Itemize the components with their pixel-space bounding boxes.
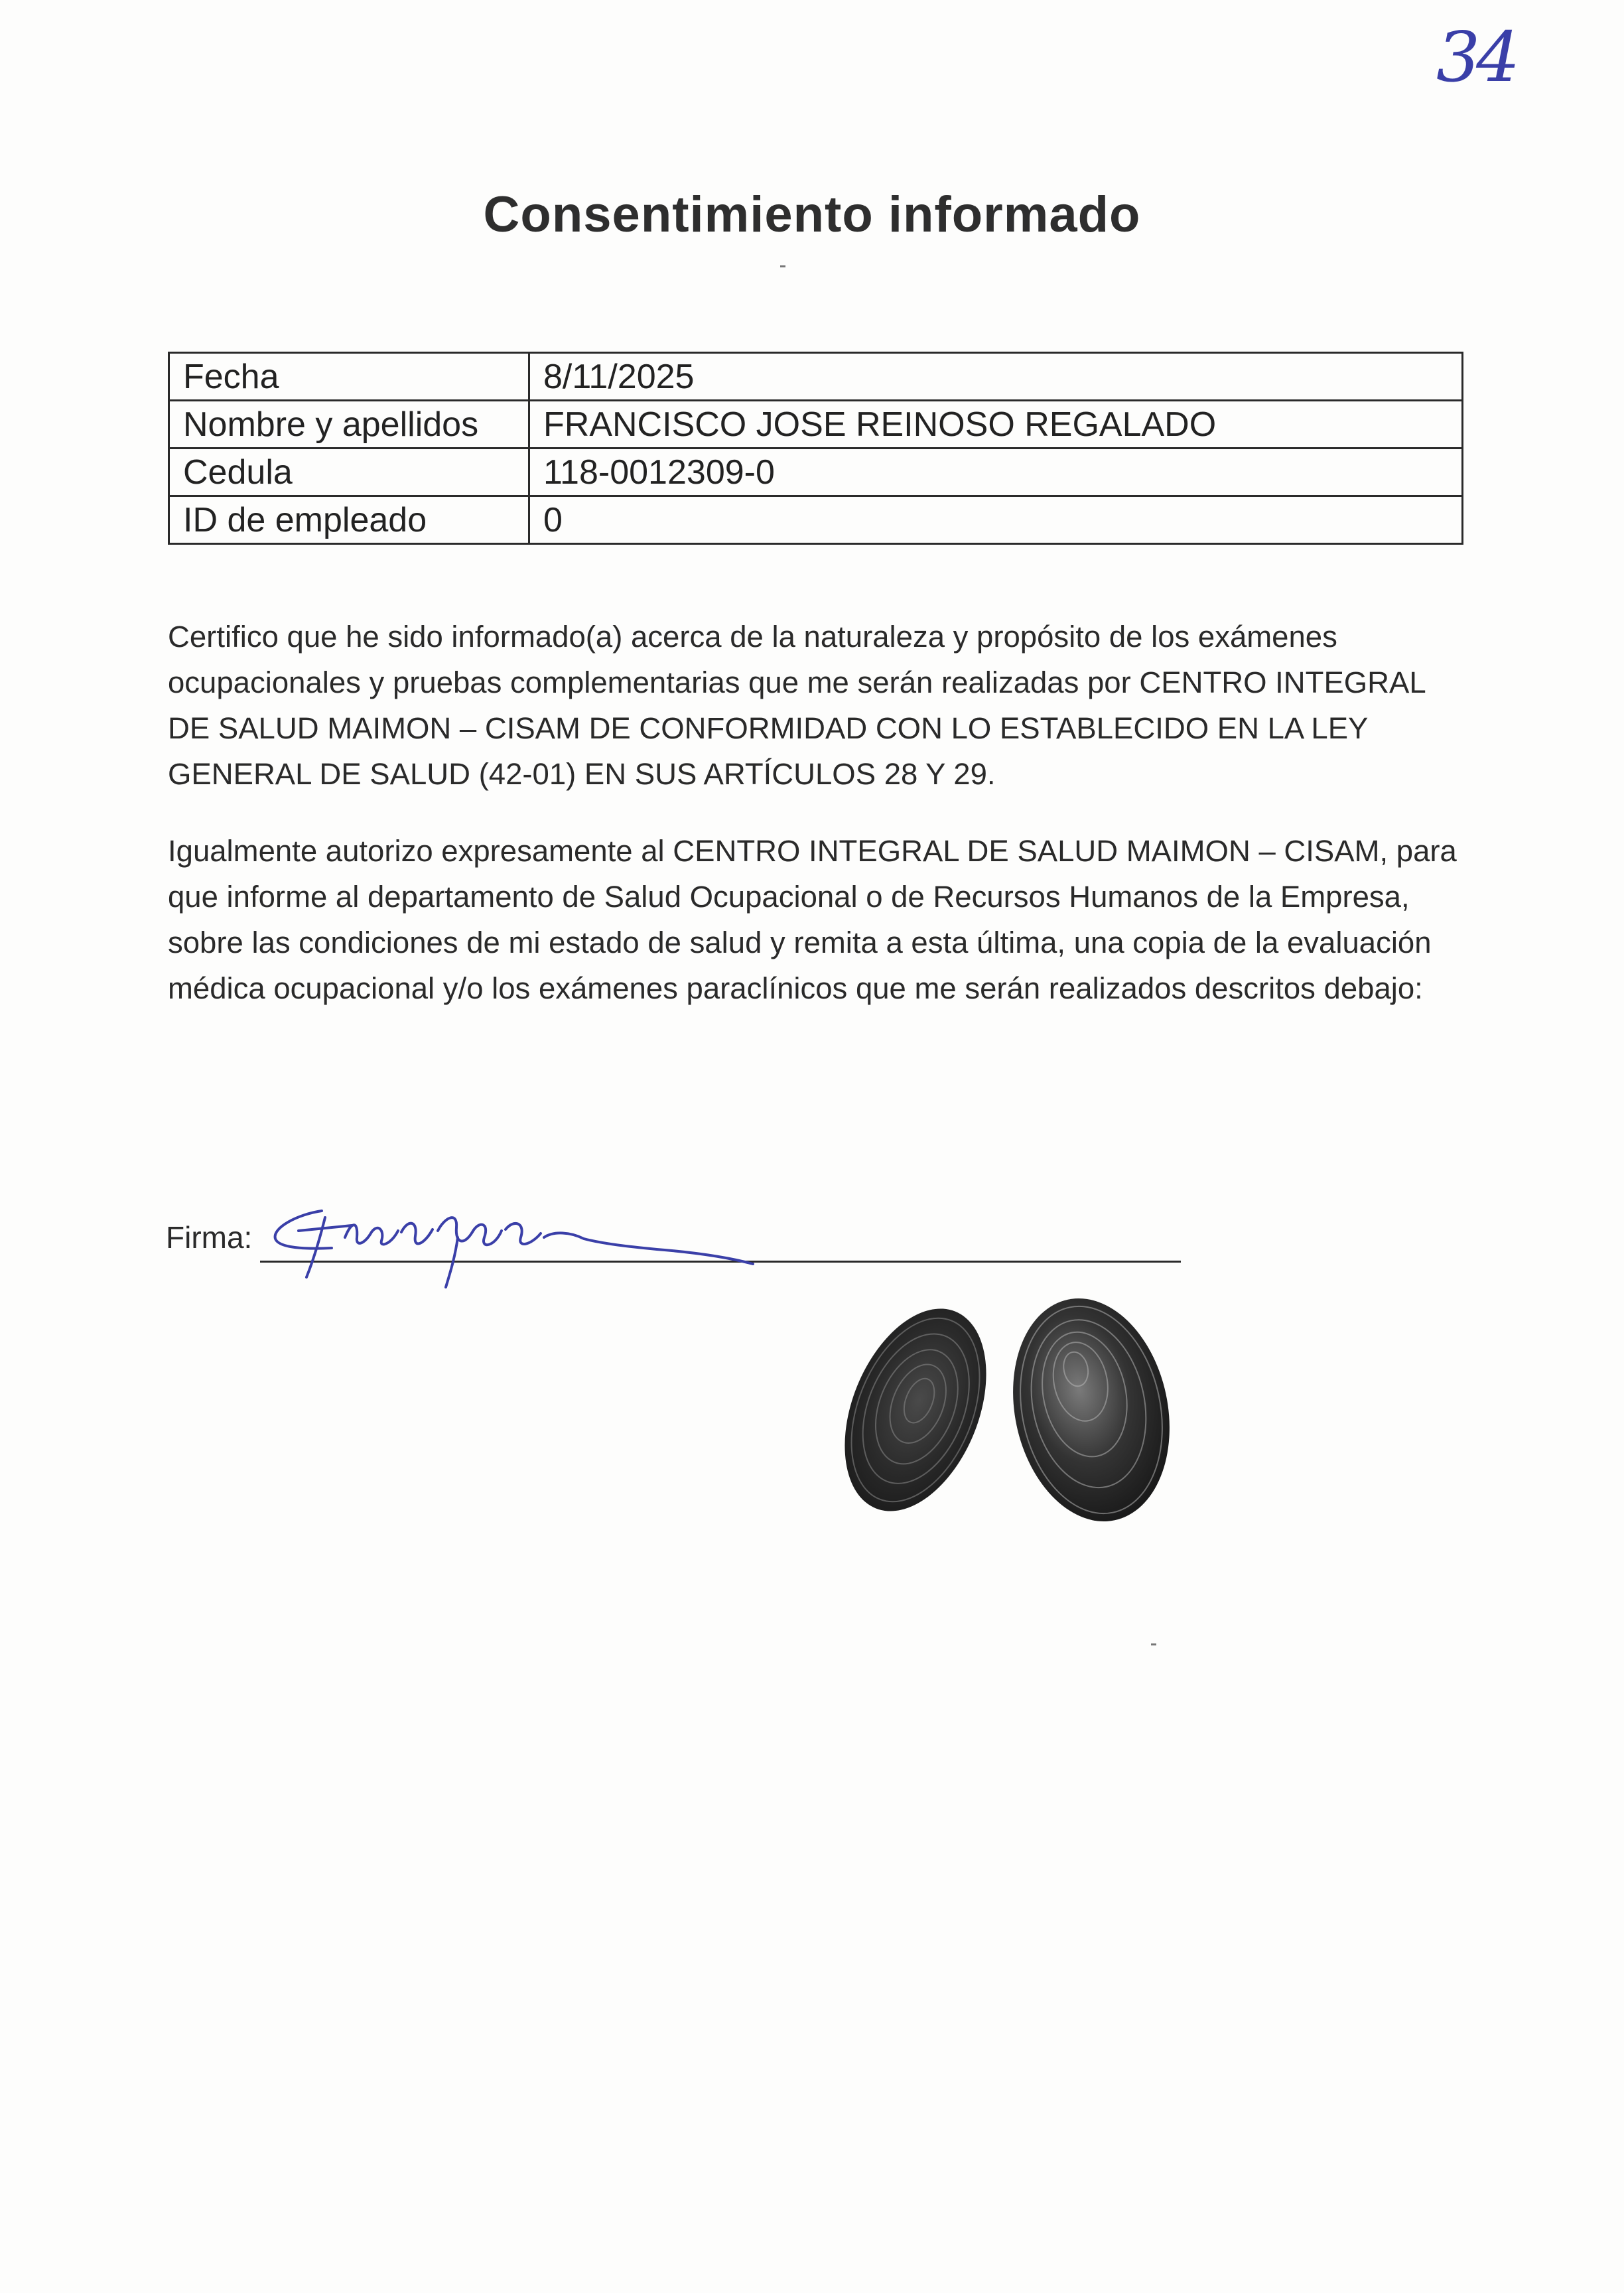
table-label: Cedula: [169, 449, 529, 496]
handwritten-signature: [259, 1191, 763, 1290]
right-fingerprint: [993, 1287, 1189, 1536]
table-label: Nombre y apellidos: [169, 401, 529, 449]
signature-label: Firma:: [166, 1220, 253, 1255]
table-value: 8/11/2025: [529, 353, 1463, 401]
consent-paragraph: Certifico que he sido informado(a) acerca de la naturaleza y propósito de los exámenes ocupacionales y pruebas complementarias que me serán realizadas por CENTRO INTEGRAL DE SALUD MAIMON – CISAM DE CONFORMIDAD CON LO ESTABLECIDO EN LA LEY GENERAL DE SALUD (42-01) EN SUS ARTÍCULOS 28 Y 29.: [168, 620, 1426, 791]
page-number: 34: [1436, 17, 1517, 98]
table-label: ID de empleado: [169, 496, 529, 544]
scan-speck: [780, 265, 785, 267]
table-value: 0: [529, 496, 1463, 544]
scan-speck: [1151, 1643, 1156, 1645]
table-value: 118-0012309-0: [529, 449, 1463, 496]
table-row: [169, 496, 1463, 544]
fingerprints-image: [823, 1287, 1194, 1539]
table-row: [169, 449, 1463, 496]
table-value: FRANCISCO JOSE REINOSO REGALADO: [529, 401, 1463, 449]
authorization-paragraph: Igualmente autorizo expresamente al CENTRO INTEGRAL DE SALUD MAIMON – CISAM, para que informe al departamento de Salud Ocupacional o de Recursos Humanos de la Empresa, sobre las condiciones de mi estado de salud y remita a esta última, una copia de la evaluación médica ocupacional y/o los exámenes paraclínicos que me serán realizados descritos debajo:: [168, 834, 1457, 1005]
table-row: [169, 353, 1463, 401]
table-row: [169, 401, 1463, 449]
document-title: Consentimiento informado: [483, 186, 1141, 243]
table-label: Fecha: [169, 353, 529, 401]
employee-info-table: [168, 352, 1463, 545]
left-fingerprint: [823, 1288, 1014, 1532]
